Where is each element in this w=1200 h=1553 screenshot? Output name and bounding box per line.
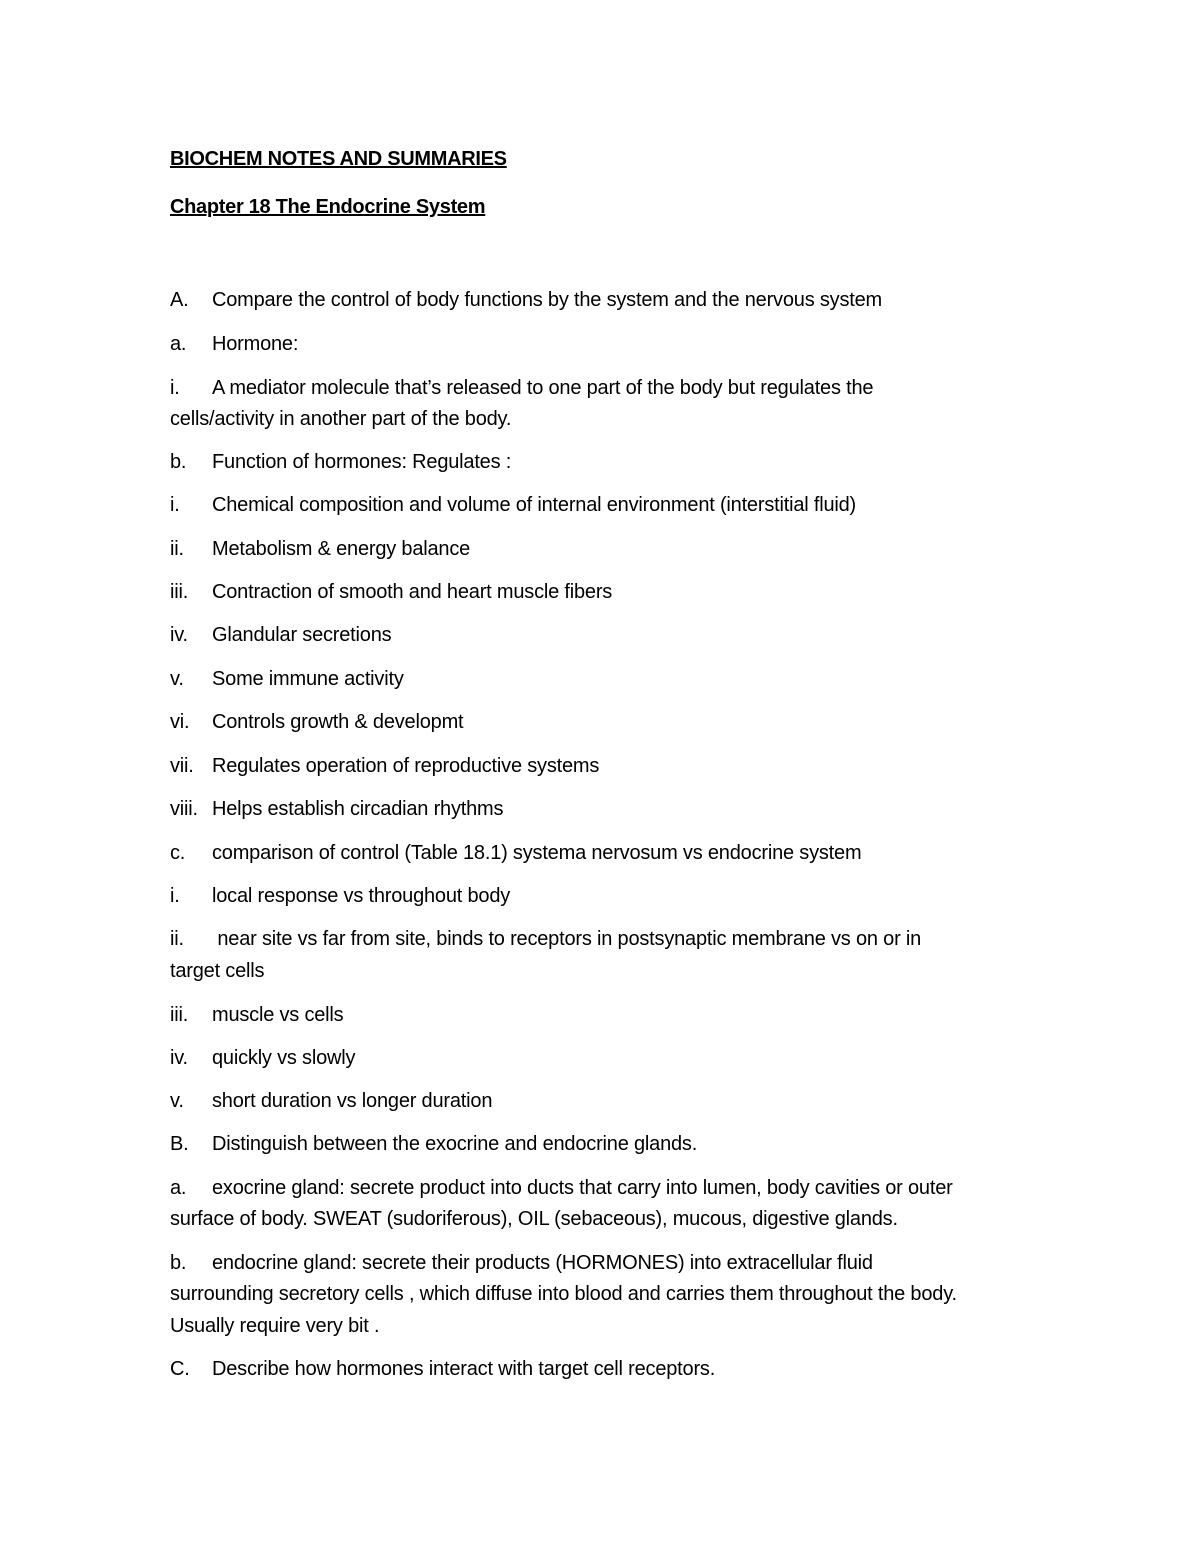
outline-item: [170, 1172, 1070, 1204]
outline-marker: a.: [170, 333, 187, 355]
outline-item: [170, 750, 1070, 782]
outline-item: [170, 533, 1070, 565]
outline-item: [170, 489, 1070, 521]
outline-text: Hormone:: [212, 333, 299, 355]
outline-item: [170, 706, 1070, 738]
outline-text: Distinguish between the exocrine and endocrine glands.: [212, 1133, 698, 1155]
outline-text: A mediator molecule that’s released to one part of the body but regulates the: [212, 377, 874, 399]
outline-item: [170, 1042, 1070, 1074]
outline-item: [170, 1128, 1070, 1160]
document-title: BIOCHEM NOTES AND SUMMARIES: [170, 148, 507, 170]
outline-item: [170, 1247, 1070, 1279]
outline-marker: vi.: [170, 711, 190, 733]
outline-marker: vii.: [170, 755, 194, 777]
outline-text: Describe how hormones interact with target cell receptors.: [212, 1358, 716, 1380]
outline-text: exocrine gland: secrete product into ducts that carry into lumen, body cavities or outer: [212, 1177, 953, 1199]
outline-marker: viii.: [170, 798, 198, 820]
outline-text: Glandular secretions: [212, 624, 392, 646]
outline-text: quickly vs slowly: [212, 1047, 356, 1069]
outline-marker: C.: [170, 1358, 190, 1380]
outline-marker: ii.: [170, 928, 184, 950]
outline-continuation: surrounding secretory cells , which diffuse into blood and carries them throughout the body.: [170, 1283, 957, 1305]
outline-marker: iv.: [170, 624, 188, 646]
outline-item: [170, 923, 1070, 955]
outline-marker: b.: [170, 1252, 187, 1274]
outline-text: Some immune activity: [212, 668, 404, 690]
outline-text: Helps establish circadian rhythms: [212, 798, 504, 820]
outline-item: [170, 284, 1070, 316]
outline-continuation: Usually require very bit .: [170, 1315, 380, 1337]
outline-marker: iii.: [170, 1004, 189, 1026]
outline-marker: i.: [170, 377, 180, 399]
outline-text: Controls growth & developmt: [212, 711, 464, 733]
outline-marker: c.: [170, 842, 186, 864]
outline-text: muscle vs cells: [212, 1004, 344, 1026]
outline-marker: i.: [170, 885, 180, 907]
outline-item: [170, 1353, 1070, 1385]
outline-item: [170, 880, 1070, 912]
outline-marker: iv.: [170, 1047, 188, 1069]
outline-continuation: cells/activity in another part of the body.: [170, 408, 512, 430]
outline-marker: i.: [170, 494, 180, 516]
outline-text: Compare the control of body functions by the system and the nervous system: [212, 289, 882, 311]
outline-continuation: target cells: [170, 960, 265, 982]
outline-item: [170, 619, 1070, 651]
outline-item: [170, 1085, 1070, 1117]
outline-text: comparison of control (Table 18.1) systema nervosum vs endocrine system: [212, 842, 862, 864]
outline-text: short duration vs longer duration: [212, 1090, 493, 1112]
outline-marker: v.: [170, 668, 184, 690]
outline-item: [170, 446, 1070, 478]
outline-marker: a.: [170, 1177, 187, 1199]
outline-marker: v.: [170, 1090, 184, 1112]
outline-marker: ii.: [170, 538, 184, 560]
outline-marker: b.: [170, 451, 187, 473]
outline-item: [170, 328, 1070, 360]
outline-text: Contraction of smooth and heart muscle fibers: [212, 581, 613, 603]
outline-text: local response vs throughout body: [212, 885, 511, 907]
outline-marker: A.: [170, 289, 189, 311]
outline-item: [170, 576, 1070, 608]
outline-item: [170, 999, 1070, 1031]
outline-text: Function of hormones: Regulates :: [212, 451, 512, 473]
outline-text: Metabolism & energy balance: [212, 538, 471, 560]
outline-marker: iii.: [170, 581, 189, 603]
outline-item: [170, 837, 1070, 869]
outline-item: [170, 663, 1070, 695]
outline-continuation: surface of body. SWEAT (sudoriferous), OIL (sebaceous), mucous, digestive glands.: [170, 1208, 898, 1230]
outline-text: near site vs far from site, binds to receptors in postsynaptic membrane vs on or in: [212, 928, 922, 950]
outline-text: Chemical composition and volume of internal environment (interstitial fluid): [212, 494, 856, 516]
outline-text: Regulates operation of reproductive systems: [212, 755, 600, 777]
chapter-title: Chapter 18 The Endocrine System: [170, 196, 486, 218]
outline-item: [170, 793, 1070, 825]
outline-text: endocrine gland: secrete their products (HORMONES) into extracellular fluid: [212, 1252, 873, 1274]
outline-item: [170, 372, 1070, 404]
outline-marker: B.: [170, 1133, 189, 1155]
